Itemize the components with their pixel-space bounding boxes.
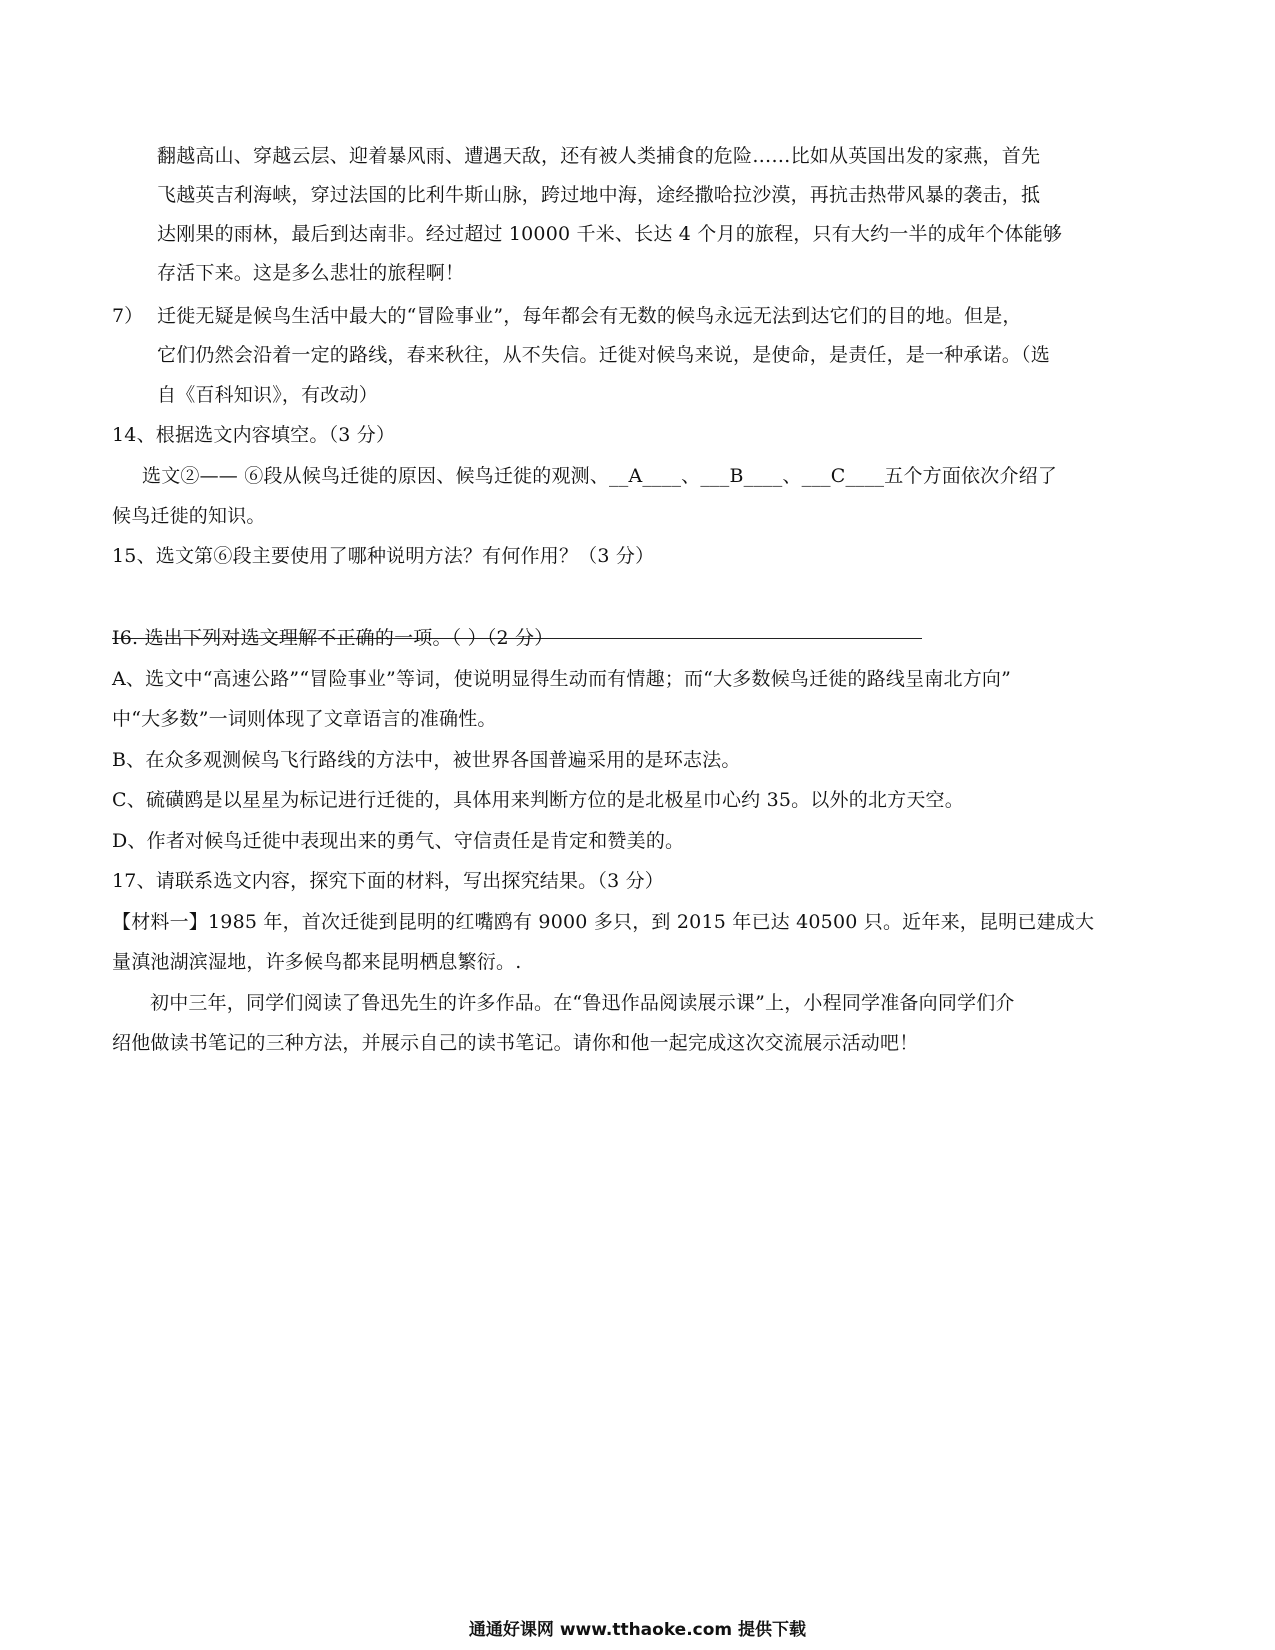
question-16-option-a-line-2: 中“大多数”一词则体现了文章语言的准确性。 — [112, 708, 497, 730]
question-17-title: 17、请联系选文内容，探究下面的材料，写出探究结果。（3 分） — [112, 870, 665, 892]
paragraph-6-line-4: 存活下来。这是多么悲壮的旅程啊！ — [157, 262, 465, 284]
question-14-line-2: 候鸟迁徙的知识。 — [112, 505, 266, 527]
question-16-option-a-line-1: A、选文中“高速公路”“冒险事业”等词，使说明显得生动而有情趣；而“大多数候鸟迁徙的路线呈南北方向” — [112, 668, 1012, 690]
question-14-title: 14、根据选文内容填空。（3 分） — [112, 424, 396, 446]
paragraph-7-line-1: 迁徙无疑是候鸟生活中最大的“冒险事业”，每年都会有无数的候鸟永远无法到达它们的目的地。但是， — [157, 305, 1022, 327]
paragraph-7-line-2: 它们仍然会沿着一定的路线，春来秋往，从不失信。迁徙对候鸟来说，是使命，是责任，是一种承诺。（选 — [157, 344, 1050, 366]
paragraph-6-line-1: 翻越高山、穿越云层、迎着暴风雨、遭遇天敌，还有被人类捕食的危险……比如从英国出发的家燕，首先 — [157, 145, 1041, 167]
question-16-option-b: B、在众多观测候鸟飞行路线的方法中，被世界各国普遍采用的是环志法。 — [112, 749, 741, 771]
section-intro-line-2: 绍他做读书笔记的三种方法，并展示自己的读书笔记。请你和他一起完成这次交流展示活动吧！ — [112, 1032, 919, 1054]
page-footer: 通通好课网 www.tthaoke.com 提供下载 — [468, 1620, 807, 1640]
question-16-option-c: C、硫磺鸥是以星星为标记进行迁徙的，具体用来判断方位的是北极星巾心约 35。以外的北方天空。 — [112, 789, 964, 811]
question-16-option-d: D、作者对候鸟迁徙中表现出来的勇气、守信责任是肯定和赞美的。 — [112, 830, 685, 852]
question-15-title: 15、选文第⑥段主要使用了哪种说明方法？有何作用？（3 分） — [112, 545, 655, 567]
paragraph-7-number: 7） — [112, 305, 144, 327]
paragraph-7-line-3: 自《百科知识》，有改动） — [157, 384, 378, 406]
section-intro-line-1: 初中三年，同学们阅读了鲁迅先生的许多作品。在“鲁迅作品阅读展示课”上，小程同学准备向同学们介 — [150, 992, 1015, 1014]
paragraph-6-line-3: 达刚果的雨林，最后到达南非。经过超过 10000 千米、长达 4 个月的旅程，只有大约一半的成年个体能够 — [157, 223, 1063, 245]
question-16-title: I6. 选出下列对选文理解不正确的一项。（ ）（2 分） — [112, 627, 554, 649]
question-17-material-line-2: 量滇池湖滨湿地，许多候鸟都来昆明栖息繁衍。. — [112, 951, 522, 973]
question-14-line-1: 选文②—— ⑥段从候鸟迁徙的原因、候鸟迁徙的观测、__A____、___B____、___C____五个方面依次介绍了 — [142, 465, 1058, 487]
question-17-material-line-1: 【材料一】1985 年，首次迁徙到昆明的红嘴鸥有 9000 多只，到 2015 年已达 40500 只。近年来，昆明已建成大 — [112, 911, 1095, 933]
paragraph-6-line-2: 飞越英吉利海峡，穿过法国的比利牛斯山脉，跨过地中海，途经撒哈拉沙漠，再抗击热带风暴的袭击，抵 — [157, 184, 1041, 206]
